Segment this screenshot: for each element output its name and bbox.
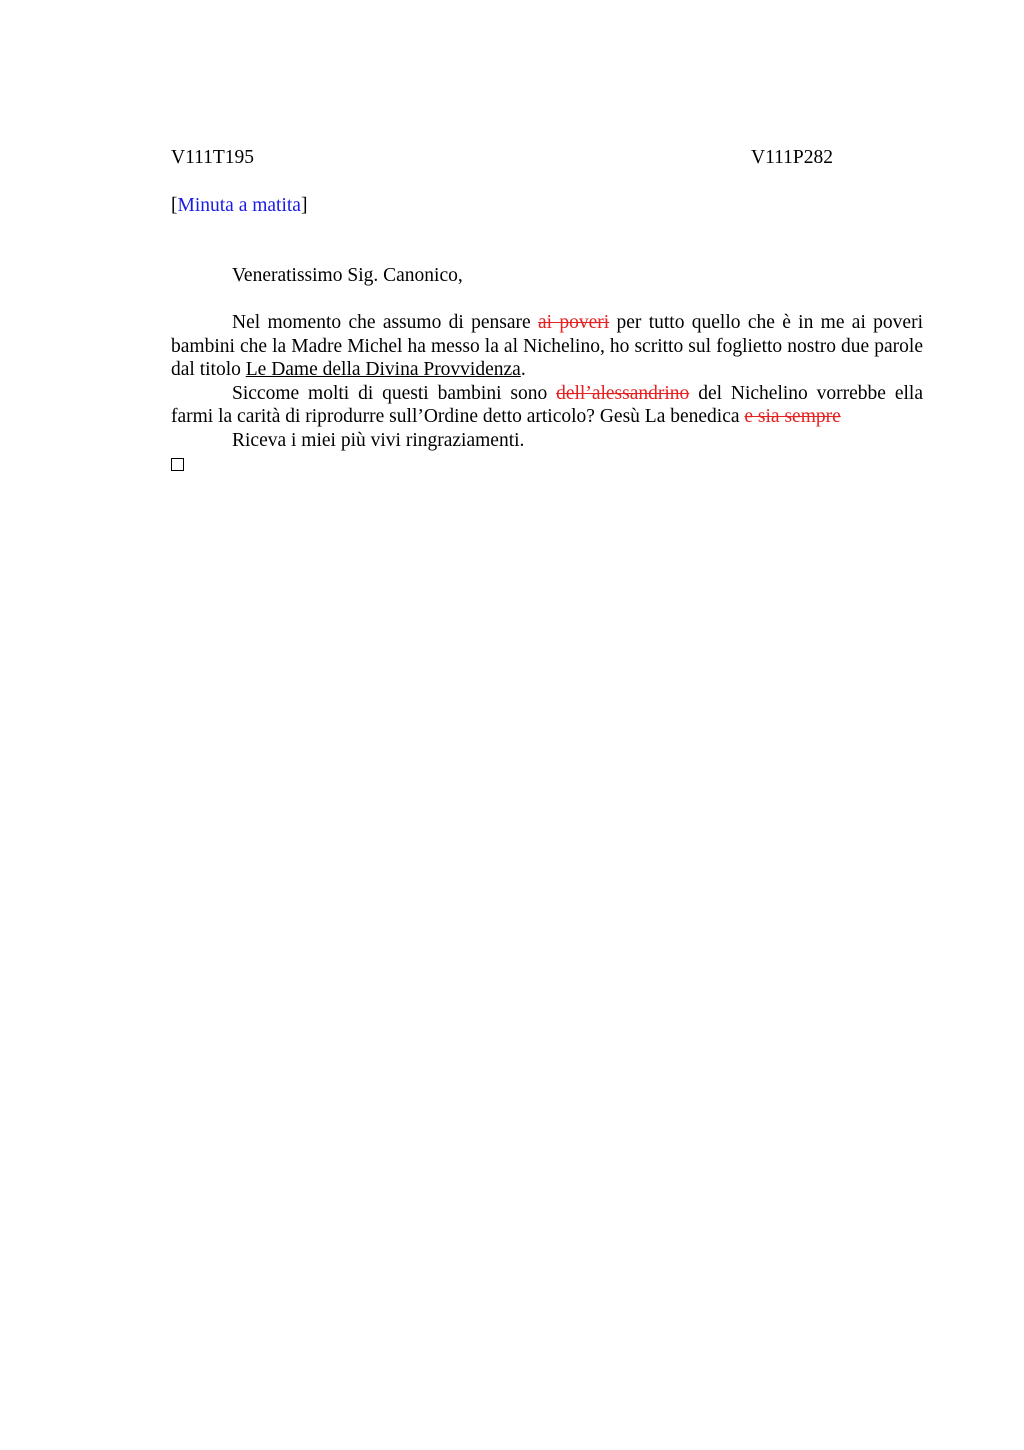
p2-deleted-text-2: e sia sempre	[744, 406, 841, 427]
p2-text-1: Siccome molti di questi bambini sono	[232, 382, 557, 404]
p1-deleted-text: ai poveri	[537, 312, 610, 333]
note-text: Minuta a matita	[177, 195, 301, 216]
editorial-note	[171, 194, 923, 218]
p1-text-3: .	[520, 359, 526, 380]
article-title: Le Dame della Divina Provvidenza	[245, 359, 521, 380]
paragraph-3: Riceva i miei più vivi ringraziamenti.	[232, 429, 525, 451]
document-ids	[171, 146, 923, 170]
p2-text-2: del Nichelino vorrebbe ella farmi la carità di riprodurre sull’Ordine detto articolo? Gesù La benedica	[171, 382, 923, 427]
document-page	[171, 146, 923, 478]
salutation: Veneratissimo Sig. Canonico,	[232, 265, 463, 286]
p1-text-2: per tutto quello che è in me ai poveri bambini che la Madre Michel ha messo la al Nichelino, ho scritto sul foglietto nostro due parole dal titolo	[171, 312, 923, 380]
paragraph-2	[171, 382, 923, 429]
letter-body	[171, 311, 923, 478]
p2-deleted-text-1: dell’alessandrino	[556, 382, 690, 404]
paragraph-1	[171, 311, 923, 382]
p1-text-1: Nel momento che assumo di pensare	[232, 312, 538, 333]
note-open-bracket: [	[171, 195, 178, 216]
end-mark-icon	[171, 458, 184, 471]
letter-id: V111T195	[171, 147, 255, 168]
page-id: V111P282	[751, 147, 833, 168]
note-close-bracket: ]	[300, 195, 308, 216]
